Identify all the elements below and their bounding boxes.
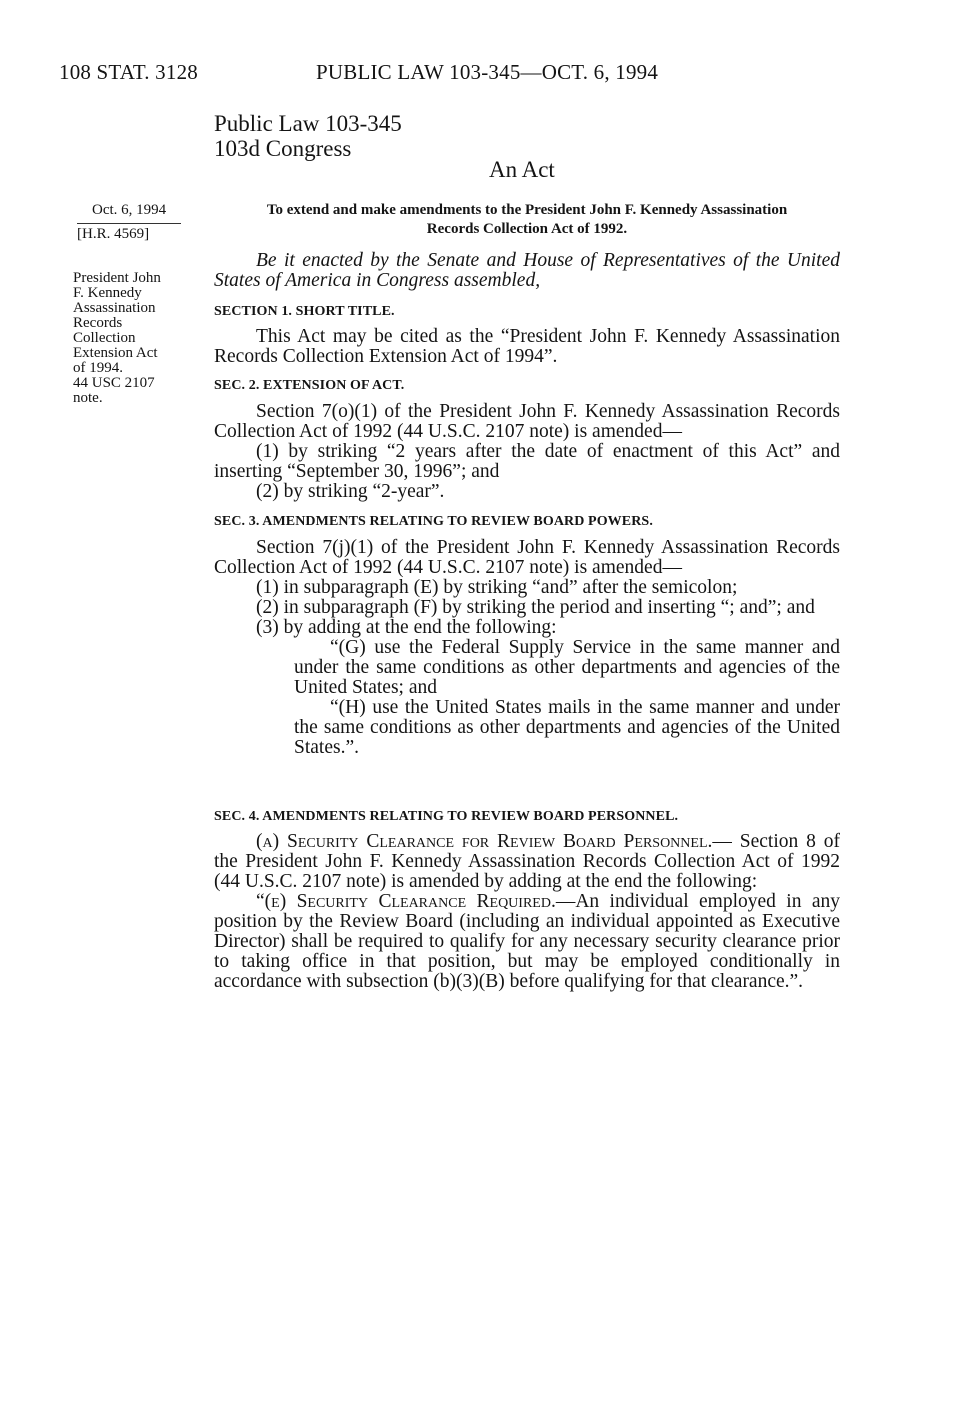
- section-2-body: [214, 402, 840, 502]
- section-3-text: Section 7(j)(1) of the President John F. Kennedy Assassination Records Collection Act of 1992 (44 U.S.C. 2107 note) is amended—: [214, 537, 840, 578]
- subsection-a-text: Section 8 of the President John F. Kennedy Assassination Records Collection Act of 1992 (44 U.S.C. 2107 note) is amended by adding at the end the following:: [214, 831, 841, 892]
- section-3-paragraph-2: (2) in subparagraph (F) by striking the period and inserting “; and”; and: [256, 597, 815, 618]
- section-3-paragraph-3: (3) by adding at the end the following:: [256, 617, 557, 638]
- subsection-e-heading: “(e) Security Clearance Required.—: [256, 891, 576, 912]
- margin-rule: [77, 223, 181, 224]
- enacting-text: Be it enacted by the Senate and House of Representatives of the United States of America in Congress assembled,: [214, 250, 840, 291]
- section-4-heading: SEC. 4. AMENDMENTS RELATING TO REVIEW BOARD PERSONNEL.: [214, 809, 679, 824]
- margin-note-line: F. Kennedy: [73, 285, 142, 301]
- margin-note: [73, 271, 203, 406]
- margin-note-line: President John: [73, 270, 161, 286]
- section-3-heading: SEC. 3. AMENDMENTS RELATING TO REVIEW BOARD POWERS.: [214, 514, 653, 529]
- margin-note-line: Extension Act: [73, 345, 158, 361]
- section-4-body: [214, 832, 840, 992]
- subsection-e-text: An individual employed in any position by the Review Board (including an individual appointed as Executive Director) shall be required to qualify for any necessary security clearance prior to taking office in that position, but may be employed conditionally in accordance with subsection (b)(3)(B) before qualifying for that clearance.”.: [214, 891, 840, 992]
- congress-number: 103d Congress: [214, 136, 352, 161]
- section-3-subparagraph-h: “(H) use the United States mails in the same manner and under the same conditions as other departments and agencies of the United States.”.: [294, 697, 840, 758]
- running-header: PUBLIC LAW 103-345—OCT. 6, 1994: [316, 60, 659, 84]
- section-1-body: [214, 327, 840, 367]
- section-2-paragraph-2: (2) by striking “2-year”.: [256, 481, 445, 502]
- section-3-paragraph-1: (1) in subparagraph (E) by striking “and” after the semicolon;: [256, 577, 738, 598]
- section-3-subparagraph-g: “(G) use the Federal Supply Service in the same manner and under the same conditions as other departments and agencies of the United States; and: [294, 637, 840, 698]
- purpose-statement: [214, 201, 840, 239]
- section-1-text: This Act may be cited as the “President John F. Kennedy Assassination Records Collection Extension Act of 1994”.: [214, 326, 840, 367]
- margin-note-line: note.: [73, 390, 103, 406]
- an-act-heading: An Act: [489, 157, 555, 182]
- margin-note-line: Assassination: [73, 300, 156, 316]
- section-3-body: [214, 538, 840, 758]
- margin-note-line: Collection: [73, 330, 136, 346]
- section-4-subsection-a: [214, 832, 840, 892]
- subsection-a-heading: (a) Security Clearance for Review Board Personnel.—: [256, 831, 732, 852]
- section-2-paragraph-1: (1) by striking “2 years after the date of enactment of this Act” and inserting “September 30, 1996”; and: [214, 441, 840, 482]
- margin-note-line: Records: [73, 315, 123, 331]
- purpose-line-1: To extend and make amendments to the President John F. Kennedy Assassination: [266, 202, 788, 218]
- enacting-clause: [214, 251, 840, 291]
- section-2-text: Section 7(o)(1) of the President John F. Kennedy Assassination Records Collection Act of 1992 (44 U.S.C. 2107 note) is amended—: [214, 401, 840, 442]
- public-law-number: Public Law 103-345: [214, 111, 402, 136]
- section-2-heading: SEC. 2. EXTENSION OF ACT.: [214, 378, 405, 393]
- margin-date: Oct. 6, 1994: [92, 202, 167, 218]
- margin-note-line: 44 USC 2107: [73, 375, 155, 391]
- page-stat-number: 108 STAT. 3128: [59, 60, 198, 84]
- section-4-subsection-e: [214, 892, 840, 992]
- section-1-heading: SECTION 1. SHORT TITLE.: [214, 304, 395, 319]
- purpose-line-2: Records Collection Act of 1992.: [426, 221, 628, 237]
- margin-bill-number: [H.R. 4569]: [77, 226, 150, 242]
- margin-note-line: of 1994.: [73, 360, 123, 376]
